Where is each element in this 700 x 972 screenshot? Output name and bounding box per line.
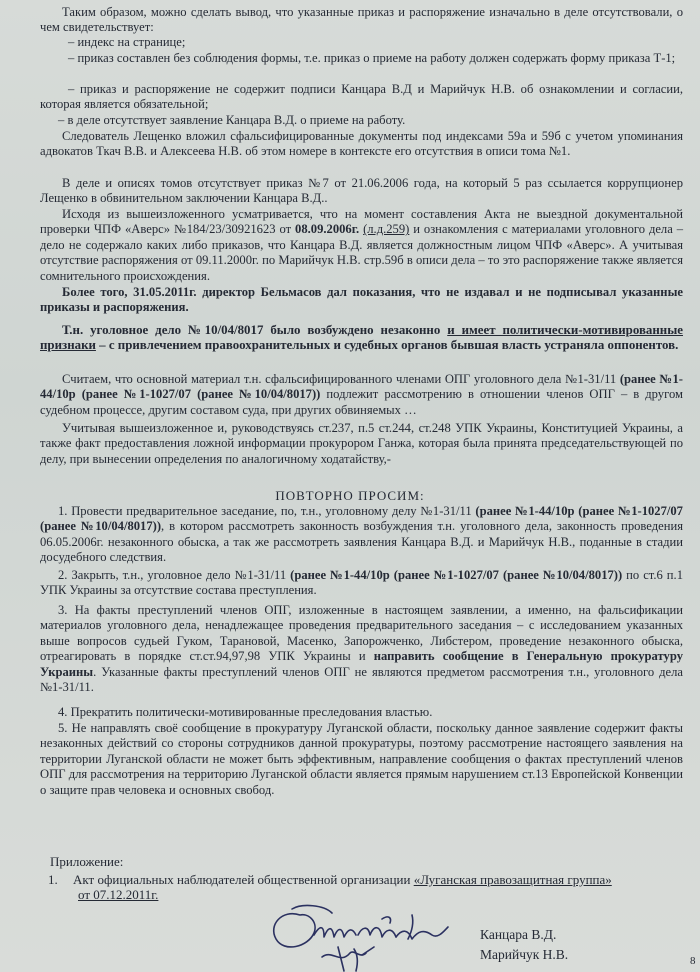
signatories [480,925,568,965]
attachment-item: 1. Акт официальных наблюдателей общественной организации «Луганская правозащитная группа» от 07.12.2011г. [48,872,612,902]
attachment-label: Приложение: [50,854,124,869]
request-item-2: 2. Закрыть, т.н., уголовное дело №1-31/11 (ранее №1-44/10р (ранее №1-1027/07 (ранее №10/04/8017)) по ст.6 п.1 УПК Украины за отсутствие состава преступления. [40,568,683,598]
handwritten-signature [262,895,462,972]
list-item-signatures: – приказ и распоряжение не содержит подписи Канцара В.Д и Марийчук Н.В. об ознакомлении и согласии, которая является обязательной; [40,82,683,112]
paragraph-criminal-case: Т.н. уголовное дело №10/04/8017 было возбуждено незаконно и имеет политически-мотивированные признаки – с привлечением правоохранительных и судебных органов бывшая власть устраняла оппонентов. [40,323,683,353]
list-item-application: – в деле отсутствует заявление Канцара В.Д. о приеме на работу. [58,113,406,127]
paragraph-considering: Учитывая вышеизложенное и, руководствуясь ст.237, п.5 ст.244, ст.248 УПК Украины, Конституцией Украины, а также факт предоставления ложной информации прокурором Ганжа, которая была принята председательствующей по делу, при вынесении определения по аналогичному ходатайству,- [40,421,683,466]
paragraph-conclusion: Таким образом, можно сделать вывод, что указанные приказ и распоряжение изначально в деле отсутствовали, о чем свидетельствует: [40,5,683,35]
paragraph-belmasov: Более того, 31.05.2011г. директор Бельмасов дал показания, что не издавал и не подписывал указанные приказы и распоряжения. [40,285,683,315]
request-item-1: 1. Провести предварительное заседание, по, т.н., уголовному делу №1-31/11 (ранее №1-44/10р (ранее №1-1027/07 (ранее №10/04/8017)), в котором рассмотреть законность возбуждения т.н. уголовного дела, законность проведения 06.05.2006г. незаконного обыска, а так же рассмотреть заявления Канцара В.Д. и Марийчук Н.В., поданные в стадии досудебного следствия. [40,504,683,565]
list-item-form: – приказ составлен без соблюдения формы, т.е. приказ о приеме на работу должен содержать форму приказа Т-1; [68,51,676,65]
paragraph-materials: Считаем, что основной материал т.н. сфальсифицированного членами ОПГ уголовного дела №1-31/11 (ранее №1-44/10р (ранее №1-1027/07 (ранее №10/04/8017)) подлежит рассмотрению в отношении членов ОПГ – в другом судебном процессе, другим составом суда, при других обвиняемых … [40,372,683,417]
section-heading: ПОВТОРНО ПРОСИМ: [275,488,425,503]
request-item-5: 5. Не направлять своё сообщение в прокуратуру Луганской области, поскольку данное заявление содержит факты незаконных действий со стороны сотрудников данной прокуратуры, поэтому рассмотрение настоящего заявления на территории Луганской области не может быть эффективным, направление сообщения о фактах преступлений членов ОПГ для рассмотрения на территорию Луганской области является прямым нарушением ст.13 Европейской Конвенции о защите прав человека и основных свобод. [40,721,683,797]
paragraph-investigator: Следователь Лещенко вложил сфальсифицированные документы под индексами 59а и 59б с учетом упоминания адвокатов Ткач В.В. и Алексеева Н.В. об этом номере в контексте его отсутствия в описи тома №1. [40,129,683,159]
page-number: 8 [690,955,696,967]
paragraph-act: Исходя из вышеизложенного усматривается, что на момент составления Акта не выездной документальной проверки ЧПФ «Аверс» №184/23/30921623 от 08.09.2006г. (л.д.259) и ознакомления с материалами уголовного дела – дело не содержало каких либо приказов, что Канцара В.Д. является должностным лицом ЧПФ «Аверс». А учитывая отсутствие распоряжения от 09.11.2000г. по Марийчук Н.В. стр.59б в описи дела – то это распоряжение также является сомнительного происхождения. [40,207,684,283]
paragraph-order-7: В деле и описях томов отсутствует приказ №7 от 21.06.2006 года, на который 5 раз ссылается коррупционер Лещенко в обвинительном заключении Канцара В.Д.. [40,176,683,206]
signatory-2: Марийчук Н.В. [480,947,569,962]
list-item-index: – индекс на странице; [68,35,186,49]
signatory-1: Канцара В.Д. [480,927,557,942]
request-item-3: 3. На факты преступлений членов ОПГ, изложенные в настоящем заявлении, а именно, на фальсификации материалов уголовного дела, ненадлежащее проведения предварительного заседания – с исследованием указанных выше вопросов судьей Гуком, Тарановой, Масенко, Запорожченко, Либстером, проведение незаконного обыска, отреагировать в порядке ст.ст.94,97,98 УПК Украины и направить сообщение в Генеральную прокуратуру Украины. Указанные факты преступлений членов ОПГ не являются предметом рассмотрения т.н., уголовного дела №1-31/11. [40,603,683,695]
request-item-4: 4. Прекратить политически-мотивированные преследования властью. [58,705,433,719]
